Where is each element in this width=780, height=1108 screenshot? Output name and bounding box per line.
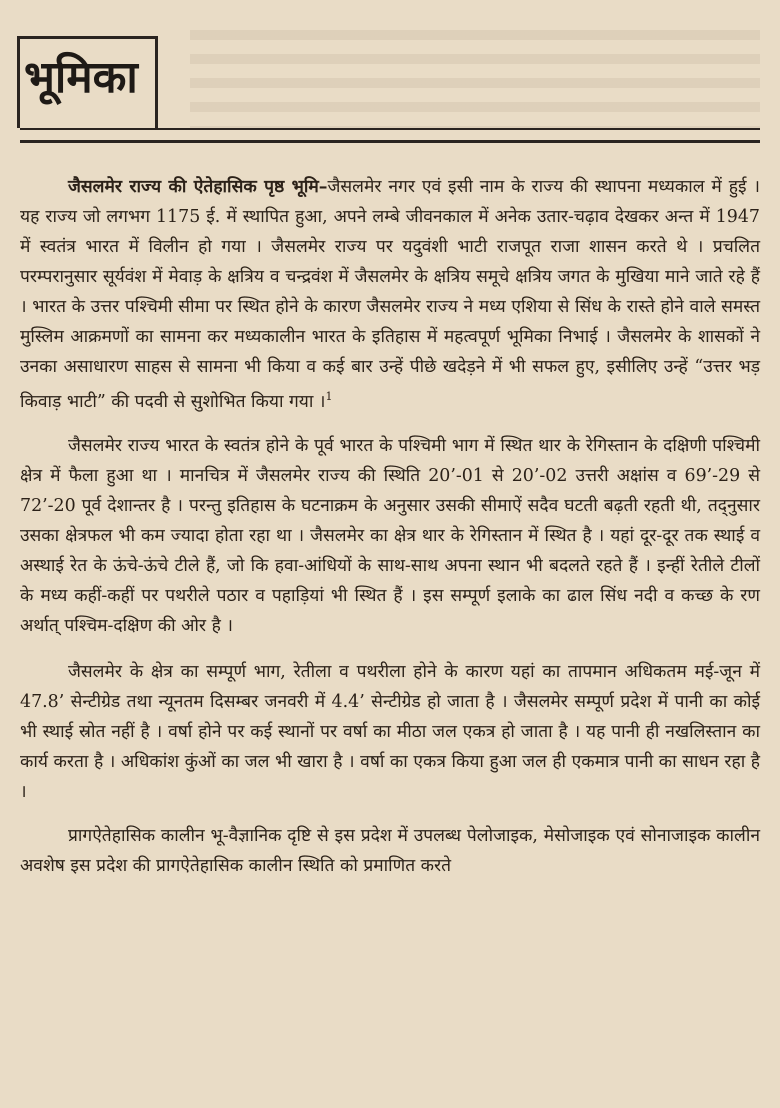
paragraph-3: जैसलमेर के क्षेत्र का सम्पूर्ण भाग, रेतीला व पथरीला होने के कारण यहां का तापमान अधिकतम मई-जून में 47.8’ सेन्टीग्रेड तथा न्यूनतम दिसम्बर जनवरी में 4.4’ सेन्टीग्रेड हो जाता है । जैसलमेर सम्पूर्ण प्रदेश में पानी का कोई भी स्थाई स्रोत नहीं है । वर्षा होने पर कई स्थानों पर वर्षा का मीठा जल एकत्र हो जाता है । यह पानी ही नखलिस्तान का कार्य करता है । अधिकांश कुंओं का जल भी खारा है । वर्षा का एकत्र किया हुआ जल ही एकमात्र पानी का साधन रहा है । [20,661,760,802]
paragraph-text: जैसलमेर नगर एवं इसी नाम के राज्य की स्थापना मध्यकाल में हुई । यह राज्य जो लगभग 1175 ई. में स्थापित हुआ, अपने लम्बे जीवनकाल में अनेक उतार-चढ़ाव देखकर अन्त में 1947 में स्वतंत्र भारत में विलीन हो गया । जैसलमेर राज्य पर यदुवंशी भाटी राजपूत राजा शासन करते थे । प्रचलित परम्परानुसार सूर्यवंश में मेवाड़ के क्षत्रिय व चन्द्रवंश में जैसलमेर के क्षत्रिय समूचे क्षत्रिय जगत के मुखिया माने जाते रहे हैं । भारत के उत्तर पश्चिमी सीमा पर स्थित होने के कारण जैसलमेर राज्य ने मध्य एशिया से सिंध के रास्ते होने वाले समस्त मुस्लिम आक्रमणों का सामना कर मध्यकालीन भारत के इतिहास में महत्वपूर्ण भूमिका निभाई । जैसलमेर के शासकों ने उनका असाधारण साहस से सामना भी किया व कई बार उन्हें पीछे खदेड़ने में भी सफल हुए, इसीलिए उन्हें “उत्तर भड़ किवाड़ भाटी” की पदवी से सुशोभित किया गया । [20,177,761,412]
paragraph-1 [20,172,760,417]
paragraph-2: जैसलमेर राज्य भारत के स्वतंत्र होने के पूर्व भारत के पश्चिमी भाग में स्थित थार के रेगिस्तान के दक्षिणी पश्चिमी क्षेत्र में फैला हुआ था । मानचित्र में जैसलमेर राज्य की स्थिति 20’-01 से 20’-02 उत्तरी अक्षांस व 69’-29 से 72’-20 पूर्व देशान्तर है । परन्तु इतिहास के घटनाक्रम के अनुसार उसकी सीमाऐं सदैव घटती बढ़ती रहती थी, तद्नुसार उसका क्षेत्रफल भी कम ज्यादा होता रहा था । जैसलमेर का क्षेत्र थार के रेगिस्तान में स्थित है । यहां दूर-दूर तक स्थाई व अस्थाई रेत के ऊंचे-ऊंचे टीले हैं, जो कि हवा-आंधियों के साथ-साथ अपना स्थान भी बदलते रहते हैं । इन्हीं रेतीले टीलों के मध्य कहीं-कहीं पर पथरीले पठार व पहाड़ियां भी स्थित हैं । इस सम्पूर्ण इलाके का ढाल सिंध नदी व कच्छ के रण अर्थात् पश्चिम-दक्षिण की ओर है । [20,435,760,636]
heading-rule-bottom [20,140,760,143]
heading-rule-top [20,128,760,130]
page-heading: भूमिका [24,52,138,103]
bleed-through-text [190,30,760,130]
paragraph-4: प्रागऐतेहासिक कालीन भू-वैज्ञानिक दृष्टि से इस प्रदेश में उपलब्ध पेलोजाइक, मेसोजाइक एवं सोनाजाइक कालीन अवशेष इस प्रदेश की प्रागऐतेहासिक कालीन स्थिति को प्रमाणित करते [20,825,760,876]
paragraph-lead: जैसलमेर राज्य की ऐतेहासिक पृष्ठ भूमि– [68,177,328,197]
footnote-marker: 1 [325,390,333,403]
body-text [20,172,760,881]
